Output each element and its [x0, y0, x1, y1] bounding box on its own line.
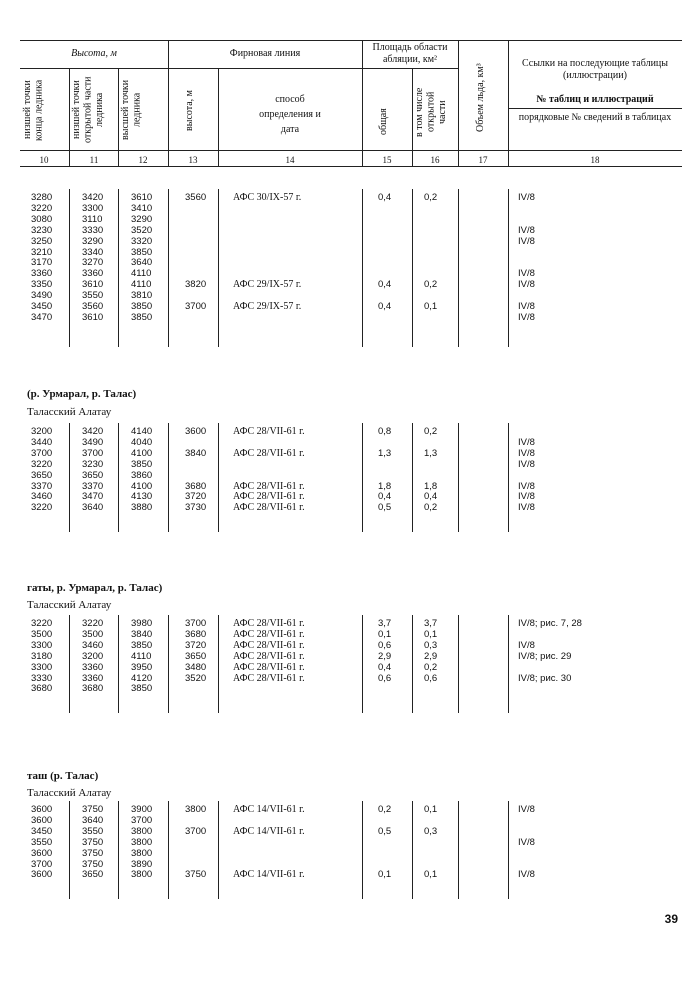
- col18-value: IV/8: [518, 869, 535, 881]
- col11-value: 3650: [82, 469, 104, 481]
- col15-value: 0,4: [378, 192, 392, 203]
- col10-value: 3220: [31, 202, 53, 214]
- col12-value: 3850: [131, 639, 153, 651]
- header-subgroup-rule: [20, 68, 458, 69]
- col10-value: 3360: [31, 268, 53, 280]
- column-rule: [362, 189, 363, 347]
- section-title: таш (р. Талас): [27, 770, 99, 782]
- col15-value: 1,8: [378, 480, 392, 492]
- col10-value: 3450: [31, 301, 53, 312]
- col16-value: 0,2: [424, 502, 438, 514]
- column-rule: [168, 423, 169, 532]
- col12-value: 3610: [131, 192, 153, 203]
- col-sep: [69, 68, 70, 166]
- col14-value: АФС 28/VII-61 г.: [233, 480, 305, 492]
- col11-value: 3750: [82, 858, 104, 870]
- col10-header: низшей точки конца ледника: [22, 79, 45, 141]
- col-sep: [118, 68, 119, 166]
- col11-value: 3200: [82, 650, 104, 662]
- column-rule: [412, 801, 413, 899]
- col11-value: 3360: [82, 268, 104, 280]
- colnum: 16: [430, 155, 440, 165]
- col11-value: 3420: [82, 426, 104, 437]
- col11-value: 3500: [82, 628, 104, 640]
- col15-value: 0,4: [378, 301, 392, 312]
- refs-sub2-header: порядковые № сведений в таблицах: [518, 112, 672, 123]
- col11-value: 3230: [82, 458, 104, 470]
- col10-value: 3680: [31, 683, 53, 695]
- col16-value: 1,8: [424, 480, 438, 492]
- col18-value: IV/8: [518, 836, 535, 848]
- col12-value: 3700: [131, 814, 153, 826]
- col-sep: [508, 40, 509, 166]
- col18-value: IV/8: [518, 804, 535, 815]
- col16-value: 2,9: [424, 650, 438, 662]
- col10-value: 3450: [31, 825, 53, 837]
- colnum: 17: [478, 155, 488, 165]
- col13-value: 3650: [185, 650, 207, 662]
- column-rule: [118, 801, 119, 899]
- column-rule: [218, 423, 219, 532]
- col18-value: IV/8; рис. 29: [518, 650, 572, 662]
- col12-value: 3950: [131, 661, 153, 673]
- col14-value: АФС 14/VII-61 г.: [233, 825, 305, 837]
- col14-value: АФС 28/VII-61 г.: [233, 426, 305, 437]
- col14-value: АФС 28/VII-61 г.: [233, 639, 305, 651]
- col11-header: низшей точки открытой части ледника: [71, 76, 105, 144]
- refs-sub-rule: [508, 108, 682, 109]
- col14-value: АФС 28/VII-61 г.: [233, 447, 305, 459]
- col15-value: 1,3: [378, 447, 392, 459]
- col10-value: 3300: [31, 639, 53, 651]
- col10-value: 3700: [31, 447, 53, 459]
- col10-value: 3180: [31, 650, 53, 662]
- col18-value: IV/8: [518, 268, 535, 280]
- col16-value: 0,1: [424, 804, 438, 815]
- col10-value: 3280: [31, 192, 53, 203]
- col16-value: 0,1: [424, 301, 438, 312]
- col11-value: 3550: [82, 825, 104, 837]
- col10-value: 3490: [31, 290, 53, 302]
- col18-value: IV/8: [518, 224, 535, 236]
- col10-value: 3600: [31, 804, 53, 815]
- column-rule: [508, 189, 509, 347]
- col11-value: 3290: [82, 235, 104, 247]
- colnum: 13: [188, 155, 198, 165]
- col11-value: 3550: [82, 290, 104, 302]
- col12-value: 4110: [131, 279, 152, 291]
- column-rule: [218, 801, 219, 899]
- col11-value: 3470: [82, 491, 104, 503]
- col15-value: 0,6: [378, 672, 392, 684]
- col11-value: 3420: [82, 192, 104, 203]
- refs-group-header: Ссылки на последующие таблицы (иллюстрации): [521, 58, 668, 81]
- col12-value: 3850: [131, 311, 153, 323]
- col13-value: 3700: [185, 825, 207, 837]
- column-rule: [69, 423, 70, 532]
- col14-value: АФС 29/IX-57 г.: [233, 279, 302, 291]
- col18-value: IV/8: [518, 279, 535, 291]
- col13-value: 3680: [185, 628, 207, 640]
- col15-value: 0,5: [378, 502, 392, 514]
- col16-value: 0,6: [424, 672, 438, 684]
- col11-value: 3750: [82, 804, 104, 815]
- col11-value: 3560: [82, 301, 104, 312]
- col10-value: 3220: [31, 502, 53, 514]
- col15-value: 0,1: [378, 628, 392, 640]
- column-rule: [458, 423, 459, 532]
- col13-value: 3820: [185, 279, 207, 291]
- column-rule: [118, 615, 119, 713]
- column-rule: [118, 423, 119, 532]
- col12-value: 4140: [131, 426, 153, 437]
- col13-value: 3730: [185, 502, 207, 514]
- col12-value: 4100: [131, 447, 153, 459]
- col10-value: 3700: [31, 858, 53, 870]
- section-title: гаты, р. Урмарал, р. Талас): [27, 582, 163, 594]
- col13-value: 3720: [185, 639, 207, 651]
- colnum: 18: [590, 155, 600, 165]
- col16-value: 0,1: [424, 628, 438, 640]
- col18-value: IV/8: [518, 436, 535, 448]
- ice-volume-header: Объем льда, км³: [475, 63, 486, 133]
- col10-value: 3250: [31, 235, 53, 247]
- col10-value: 3330: [31, 672, 53, 684]
- col10-value: 3440: [31, 436, 53, 448]
- colnum: 15: [382, 155, 392, 165]
- col11-value: 3360: [82, 672, 104, 684]
- col18-value: IV/8: [518, 502, 535, 514]
- col12-value: 4100: [131, 480, 153, 492]
- col18-value: IV/8; рис. 30: [518, 672, 572, 684]
- col-sep: [412, 68, 413, 166]
- firn-group-header: Фирновая линия: [229, 48, 301, 59]
- col10-value: 3170: [31, 257, 53, 269]
- col14-header: способ определения и дата: [259, 94, 321, 135]
- col10-value: 3550: [31, 836, 53, 848]
- col13-value: 3720: [185, 491, 207, 503]
- col12-value: 4120: [131, 672, 153, 684]
- col13-value: 3800: [185, 804, 207, 815]
- column-rule: [508, 615, 509, 713]
- col10-value: 3650: [31, 469, 53, 481]
- col11-value: 3460: [82, 639, 104, 651]
- column-rule: [362, 423, 363, 532]
- column-rule: [412, 615, 413, 713]
- col14-value: АФС 28/VII-61 г.: [233, 491, 305, 503]
- col18-value: IV/8: [518, 458, 535, 470]
- col11-value: 3270: [82, 257, 104, 269]
- column-rule: [118, 189, 119, 347]
- col10-value: 3080: [31, 213, 53, 225]
- column-rule: [69, 801, 70, 899]
- col12-value: 3980: [131, 618, 153, 629]
- col14-value: АФС 28/VII-61 г.: [233, 672, 305, 684]
- col10-value: 3210: [31, 246, 53, 258]
- col13-value: 3700: [185, 618, 207, 629]
- col14-value: АФС 28/VII-61 г.: [233, 502, 305, 514]
- header-top-rule: [20, 40, 682, 41]
- col13-header: высота, м: [184, 89, 195, 131]
- column-rule: [168, 189, 169, 347]
- col14-value: АФС 14/VII-61 г.: [233, 869, 305, 881]
- col15-value: 0,4: [378, 661, 392, 673]
- column-rule: [508, 801, 509, 899]
- col13-value: 3520: [185, 672, 207, 684]
- colnum: 10: [39, 155, 49, 165]
- colnum: 12: [138, 155, 148, 165]
- col11-value: 3300: [82, 202, 104, 214]
- column-rule: [69, 615, 70, 713]
- col12-value: 4130: [131, 491, 153, 503]
- col11-value: 3700: [82, 447, 104, 459]
- col15-value: 0,8: [378, 426, 392, 437]
- colnum: 14: [285, 155, 295, 165]
- col10-value: 3460: [31, 491, 53, 503]
- col12-value: 3410: [131, 202, 153, 214]
- column-rule: [362, 801, 363, 899]
- col14-value: АФС 28/VII-61 г.: [233, 661, 305, 673]
- column-rule: [458, 801, 459, 899]
- col-sep: [458, 40, 459, 166]
- col-sep: [218, 68, 219, 166]
- colnum: 11: [89, 155, 99, 165]
- col12-value: 3850: [131, 246, 153, 258]
- col10-value: 3350: [31, 279, 53, 291]
- col13-value: 3840: [185, 447, 207, 459]
- ablation-group-header: Площадь области абляции, км²: [372, 42, 448, 65]
- col18-value: IV/8: [518, 192, 535, 203]
- column-rule: [362, 615, 363, 713]
- col11-value: 3610: [82, 311, 104, 323]
- col16-header: в том числе открытой части: [414, 87, 448, 137]
- col15-value: 2,9: [378, 650, 392, 662]
- col12-value: 3800: [131, 836, 153, 848]
- col18-value: IV/8; рис. 7, 28: [518, 618, 582, 629]
- col16-value: 0,2: [424, 279, 438, 291]
- column-rule: [458, 189, 459, 347]
- col13-value: 3700: [185, 301, 207, 312]
- col12-value: 4040: [131, 436, 153, 448]
- col11-value: 3370: [82, 480, 104, 492]
- col18-value: IV/8: [518, 311, 535, 323]
- column-rule: [412, 189, 413, 347]
- column-rule: [218, 189, 219, 347]
- col11-value: 3650: [82, 869, 104, 881]
- col10-value: 3230: [31, 224, 53, 236]
- col10-value: 3600: [31, 847, 53, 859]
- col10-value: 3600: [31, 869, 53, 881]
- refs-sub1-header: № таблиц и иллюстраций: [536, 94, 654, 105]
- column-rule: [168, 615, 169, 713]
- col15-value: 0,4: [378, 279, 392, 291]
- col15-value: 0,2: [378, 804, 392, 815]
- column-rule: [458, 615, 459, 713]
- col10-value: 3220: [31, 458, 53, 470]
- col12-value: 3800: [131, 847, 153, 859]
- column-rule: [69, 189, 70, 347]
- col14-value: АФС 30/IX-57 г.: [233, 192, 302, 203]
- col16-value: 0,4: [424, 491, 438, 503]
- col11-value: 3750: [82, 847, 104, 859]
- colnum-bottom-rule: [20, 166, 682, 167]
- col18-value: IV/8: [518, 235, 535, 247]
- col14-value: АФС 29/IX-57 г.: [233, 301, 302, 312]
- col12-header: высшей точки ледника: [120, 79, 143, 141]
- column-rule: [168, 801, 169, 899]
- col12-value: 3640: [131, 257, 153, 269]
- col12-value: 4110: [131, 650, 152, 662]
- col12-value: 3320: [131, 235, 153, 247]
- header-bottom-rule: [20, 150, 682, 151]
- col13-value: 3750: [185, 869, 207, 881]
- col16-value: 0,2: [424, 426, 438, 437]
- column-rule: [412, 423, 413, 532]
- col11-value: 3610: [82, 279, 104, 291]
- col15-value: 0,6: [378, 639, 392, 651]
- col10-value: 3470: [31, 311, 53, 323]
- col12-value: 3800: [131, 825, 153, 837]
- col18-value: IV/8: [518, 491, 535, 503]
- column-rule: [218, 615, 219, 713]
- col15-value: 0,5: [378, 825, 392, 837]
- col12-value: 3800: [131, 869, 153, 881]
- col11-value: 3340: [82, 246, 104, 258]
- col11-value: 3490: [82, 436, 104, 448]
- section-subtitle: Таласский Алатау: [27, 599, 112, 611]
- height-group-header: Высота, м: [71, 48, 117, 59]
- col11-value: 3640: [82, 814, 104, 826]
- col10-value: 3500: [31, 628, 53, 640]
- col11-value: 3680: [82, 683, 104, 695]
- col15-value: 0,1: [378, 869, 392, 881]
- page-number: 39: [664, 912, 678, 926]
- col12-value: 3880: [131, 502, 153, 514]
- col12-value: 3860: [131, 469, 153, 481]
- col15-value: 3,7: [378, 618, 392, 629]
- col11-value: 3750: [82, 836, 104, 848]
- col10-value: 3300: [31, 661, 53, 673]
- col15-value: 0,4: [378, 491, 392, 503]
- col13-value: 3600: [185, 426, 207, 437]
- col14-value: АФС 28/VII-61 г.: [233, 618, 305, 629]
- section-subtitle: Таласский Алатау: [27, 787, 112, 799]
- col13-value: 3680: [185, 480, 207, 492]
- col12-value: 3890: [131, 858, 153, 870]
- col12-value: 3810: [131, 290, 153, 302]
- col14-value: АФС 28/VII-61 г.: [233, 650, 305, 662]
- col11-value: 3640: [82, 502, 104, 514]
- col10-value: 3200: [31, 426, 53, 437]
- col11-value: 3110: [82, 213, 103, 225]
- col11-value: 3330: [82, 224, 104, 236]
- col10-value: 3220: [31, 618, 53, 629]
- col12-value: 3850: [131, 301, 153, 312]
- col18-value: IV/8: [518, 447, 535, 459]
- col12-value: 3850: [131, 683, 153, 695]
- col16-value: 0,3: [424, 825, 438, 837]
- col16-value: 1,3: [424, 447, 438, 459]
- col16-value: 0,3: [424, 639, 438, 651]
- col16-value: 3,7: [424, 618, 438, 629]
- col12-value: 3520: [131, 224, 153, 236]
- col14-value: АФС 28/VII-61 г.: [233, 628, 305, 640]
- col12-value: 3290: [131, 213, 153, 225]
- col18-value: IV/8: [518, 480, 535, 492]
- col11-value: 3360: [82, 661, 104, 673]
- section-subtitle: Таласский Алатау: [27, 406, 112, 418]
- col16-value: 0,2: [424, 661, 438, 673]
- col12-value: 3850: [131, 458, 153, 470]
- col13-value: 3560: [185, 192, 207, 203]
- col10-value: 3600: [31, 814, 53, 826]
- col10-value: 3370: [31, 480, 53, 492]
- col15-header: общая: [378, 108, 389, 136]
- col12-value: 3840: [131, 628, 153, 640]
- col11-value: 3220: [82, 618, 104, 629]
- col12-value: 3900: [131, 804, 153, 815]
- col16-value: 0,1: [424, 869, 438, 881]
- section-title: (р. Урмарал, р. Талас): [27, 388, 137, 400]
- col18-value: IV/8: [518, 301, 535, 312]
- col14-value: АФС 14/VII-61 г.: [233, 804, 305, 815]
- col18-value: IV/8: [518, 639, 535, 651]
- col13-value: 3480: [185, 661, 207, 673]
- column-rule: [508, 423, 509, 532]
- col12-value: 4110: [131, 268, 152, 280]
- col16-value: 0,2: [424, 192, 438, 203]
